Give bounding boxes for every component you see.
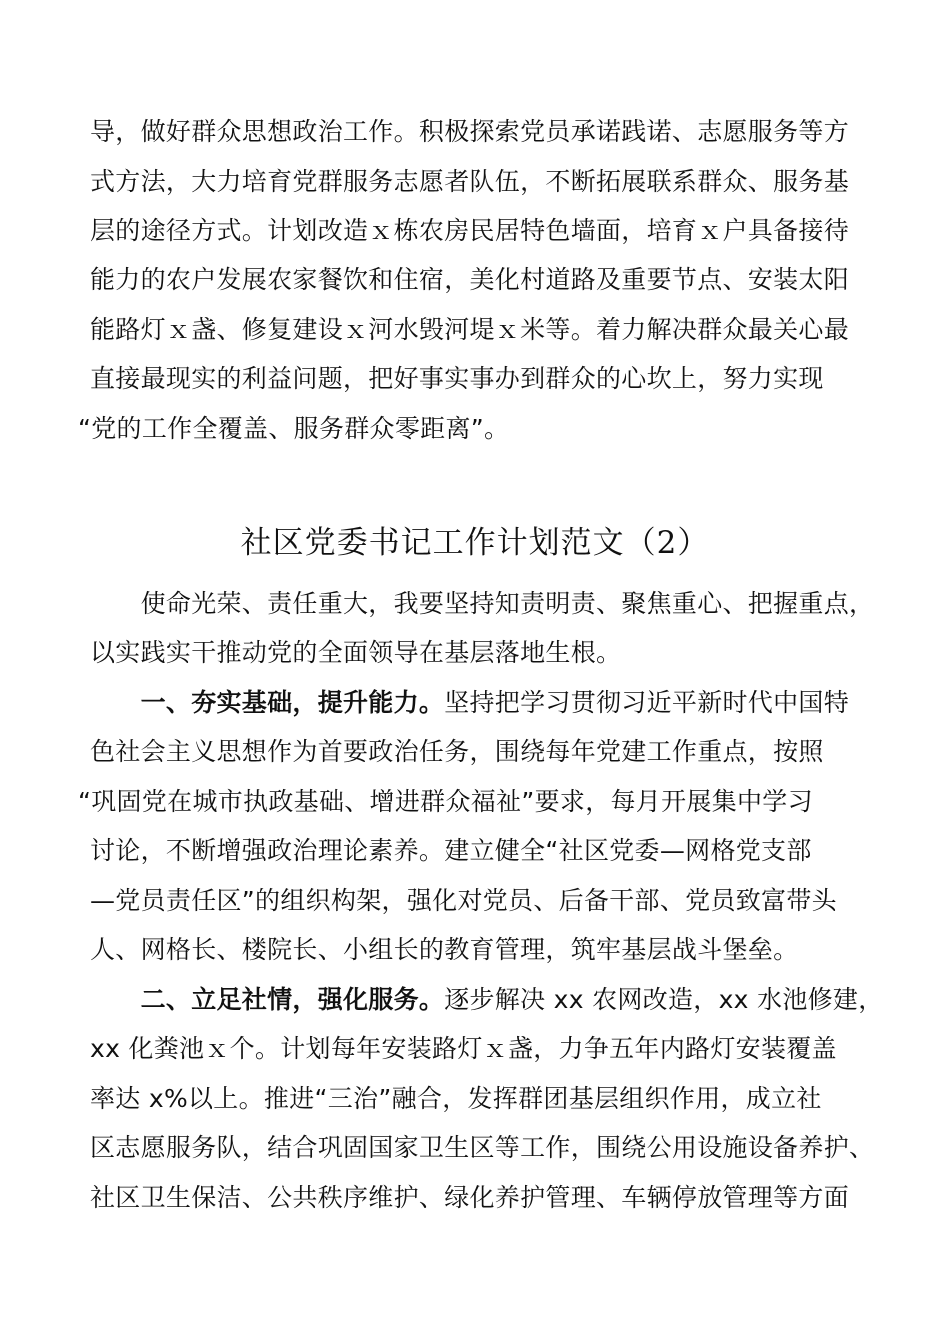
- text-line: 社区卫生保洁、公共秩序维护、绿化养护管理、车辆停放管理等方面: [90, 1183, 850, 1212]
- text-line: 能路灯ｘ盏、修复建设ｘ河水毁河堤ｘ米等。着力解决群众最关心最: [90, 315, 850, 344]
- text-line: 能力的农户发展农家餐饮和住宿，美化村道路及重要节点、安装太阳: [90, 265, 850, 294]
- text-line: 导，做好群众思想政治工作。积极探索党员承诺践诺、志愿服务等方: [90, 117, 850, 146]
- text-line: 色社会主义思想作为首要政治任务，围绕每年党建工作重点，按照: [90, 737, 824, 766]
- text-line: 直接最现实的利益问题，把好事实事办到群众的心坎上，努力实现: [90, 364, 824, 393]
- point-heading: 二、立足社情，强化服务。: [90, 985, 445, 1014]
- text-line: 式方法，大力培育党群服务志愿者队伍，不断拓展联系群众、服务基: [90, 167, 850, 196]
- text-line: xx 化粪池ｘ个。计划每年安装路灯ｘ盏，力争五年内路灯安装覆盖: [90, 1034, 837, 1063]
- text-line: 人、网格长、楼院长、小组长的教育管理，筑牢基层战斗堡垒。: [90, 935, 799, 964]
- point-heading: 一、夯实基础，提升能力。: [90, 688, 445, 717]
- text-span: 坚持把学习贯彻习近平新时代中国特: [444, 688, 850, 717]
- text-line: [90, 688, 870, 718]
- text-span: 逐步解决 xx 农网改造，xx 水池修建，: [444, 985, 884, 1014]
- text-line: 率达 x%以上。推进“三治”融合，发挥群团基层组织作用，成立社: [90, 1084, 822, 1113]
- text-line: 以实践实干推动党的全面领导在基层落地生根。: [90, 638, 622, 667]
- text-line: 讨论，不断增强政治理论素养。建立健全“社区党委—网格党支部: [90, 836, 812, 865]
- text-line: 层的途径方式。计划改造ｘ栋农房民居特色墙面，培育ｘ户具备接待: [90, 216, 850, 245]
- text-line: —党员责任区”的组织构架，强化对党员、后备干部、党员致富带头: [90, 886, 837, 915]
- text-line: “党的工作全覆盖、服务群众零距离”。: [78, 414, 510, 443]
- text-line: “巩固党在城市执政基础、增进群众福祉”要求，每月开展集中学习: [78, 787, 813, 816]
- text-line: 使命光荣、责任重大，我要坚持知责明责、聚焦重心、把握重点，: [90, 589, 875, 618]
- text-line: 区志愿服务队，结合巩固国家卫生区等工作，围绕公用设施设备养护、: [90, 1133, 875, 1162]
- text-line: [90, 985, 884, 1015]
- section-title: 社区党委书记工作计划范文（2）: [240, 525, 710, 561]
